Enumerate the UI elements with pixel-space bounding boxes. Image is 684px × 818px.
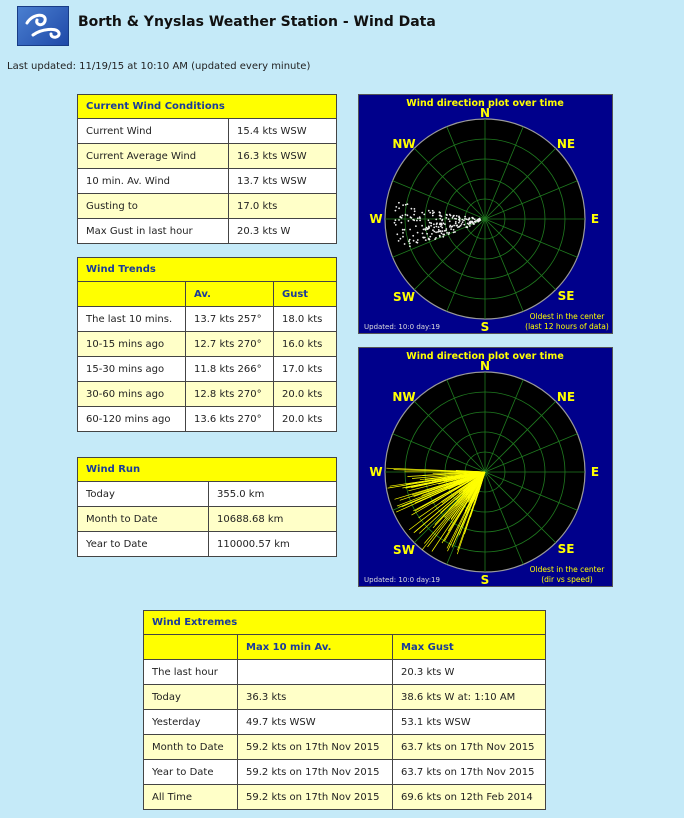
table-row: Yesterday 49.7 kts WSW 53.1 kts WSW [144, 710, 546, 735]
direction-point [442, 222, 444, 224]
station-logo [17, 6, 69, 46]
wind-extremes-header: Wind Extremes [144, 611, 546, 635]
direction-point [440, 230, 442, 232]
direction-point [439, 211, 441, 213]
table-row: Today 36.3 kts 38.6 kts W at: 1:10 AM [144, 685, 546, 710]
direction-point [409, 229, 411, 231]
direction-point [436, 223, 438, 225]
direction-point [444, 223, 446, 225]
direction-point [466, 226, 468, 228]
direction-point [453, 225, 455, 227]
table-row: Gusting to 17.0 kts [78, 194, 337, 219]
direction-point [402, 204, 404, 206]
direction-point [455, 221, 457, 223]
wind-trends-header: Wind Trends [78, 258, 337, 282]
wind-direction-plot-time [358, 94, 613, 334]
direction-point [455, 223, 457, 225]
last-updated-text: Last updated: 11/19/15 at 10:10 AM (updated every minute) [7, 61, 311, 72]
table-row: Year to Date 59.2 kts on 17th Nov 2015 63.7 kts on 17th Nov 2015 [144, 760, 546, 785]
direction-point [433, 231, 435, 233]
compass-label-se: SE [557, 542, 575, 556]
compass-label-s: S [480, 573, 490, 586]
compass-label-e: E [590, 212, 600, 226]
table-row: All Time 59.2 kts on 17th Nov 2015 69.6 kts on 12th Feb 2014 [144, 785, 546, 810]
direction-point [436, 226, 438, 228]
direction-point [431, 233, 433, 235]
direction-point [402, 232, 404, 234]
compass-label-sw: SW [393, 290, 415, 304]
direction-point [409, 242, 411, 244]
direction-point [426, 227, 428, 229]
compass-label-e: E [590, 465, 600, 479]
direction-point [474, 218, 476, 220]
compass-label-s: S [480, 320, 490, 333]
direction-point [466, 218, 468, 220]
plot-note-line2: (dir vs speed) [541, 575, 593, 584]
direction-point [417, 232, 419, 234]
direction-point [433, 223, 435, 225]
direction-point [446, 214, 448, 216]
compass-label-nw: NW [392, 137, 416, 151]
direction-point [451, 226, 453, 228]
plot-note-line2: (last 12 hours of data) [525, 322, 609, 331]
direction-point [396, 233, 398, 235]
direction-point [408, 240, 410, 242]
direction-point [448, 232, 450, 234]
direction-point [432, 229, 434, 231]
table-row: Current Average Wind 16.3 kts WSW [78, 144, 337, 169]
direction-point [446, 232, 448, 234]
table-row: Max Gust in last hour 20.3 kts W [78, 219, 337, 244]
direction-point [423, 214, 425, 216]
direction-point [405, 204, 407, 206]
direction-point [445, 217, 447, 219]
page-title: Borth & Ynyslas Weather Station - Wind Data [78, 14, 436, 30]
direction-point [398, 219, 400, 221]
compass-label-se: SE [557, 289, 575, 303]
direction-point [432, 210, 434, 212]
direction-point [469, 225, 471, 227]
direction-point [468, 219, 470, 221]
direction-point [467, 223, 469, 225]
direction-point [413, 214, 415, 216]
direction-point [424, 228, 426, 230]
direction-point [442, 236, 444, 238]
wind-run-table [77, 457, 337, 557]
direction-point [424, 237, 426, 239]
direction-point [441, 227, 443, 229]
direction-point [398, 240, 400, 242]
direction-point [456, 215, 458, 217]
direction-point [395, 210, 397, 212]
direction-point [445, 228, 447, 230]
direction-point [399, 216, 401, 218]
direction-point [458, 219, 460, 221]
direction-point [450, 228, 452, 230]
direction-point [421, 212, 423, 214]
direction-point [408, 220, 410, 222]
direction-point [409, 245, 411, 247]
direction-point [453, 229, 455, 231]
direction-point [421, 225, 423, 227]
compass-label-n: N [479, 106, 491, 120]
direction-point [429, 222, 431, 224]
direction-point [438, 229, 440, 231]
direction-point [400, 238, 402, 240]
direction-point [413, 240, 415, 242]
plot-updated-text: Updated: 10:0 day:19 [364, 576, 440, 584]
direction-point [417, 239, 419, 241]
table-row: 30-60 mins ago 12.8 kts 270° 20.0 kts [78, 382, 337, 407]
direction-point [449, 225, 451, 227]
direction-point [442, 230, 444, 232]
direction-point [398, 202, 400, 204]
direction-point [409, 239, 411, 241]
compass-label-nw: NW [392, 390, 416, 404]
plot-title: Wind direction plot over time [406, 98, 564, 109]
direction-point [438, 226, 440, 228]
direction-point [473, 222, 475, 224]
wind-direction-plot-speed [358, 347, 613, 587]
direction-point [422, 233, 424, 235]
direction-point [405, 214, 407, 216]
direction-point [394, 222, 396, 224]
direction-point [415, 225, 417, 227]
compass-label-n: N [479, 359, 491, 373]
table-row: Today 355.0 km [78, 482, 337, 507]
direction-point [464, 216, 466, 218]
compass-label-w: W [369, 465, 383, 479]
compass-label-w: W [369, 212, 383, 226]
direction-point [435, 237, 437, 239]
direction-point [428, 210, 430, 212]
direction-point [404, 229, 406, 231]
direction-point [449, 220, 451, 222]
table-row: The last hour 20.3 kts W [144, 660, 546, 685]
direction-point [411, 208, 413, 210]
direction-point [475, 221, 477, 223]
direction-point [464, 218, 466, 220]
direction-point [429, 236, 431, 238]
direction-point [435, 231, 437, 233]
direction-point [429, 212, 431, 214]
direction-point [428, 226, 430, 228]
trends-col-av: Av. [186, 282, 274, 307]
direction-point [428, 219, 430, 221]
direction-point [439, 218, 441, 220]
direction-point [404, 243, 406, 245]
direction-point [443, 234, 445, 236]
direction-point [414, 210, 416, 212]
direction-point [439, 235, 441, 237]
direction-point [402, 236, 404, 238]
direction-point [417, 217, 419, 219]
direction-point [440, 223, 442, 225]
direction-point [411, 217, 413, 219]
direction-point [433, 212, 435, 214]
compass-label-sw: SW [393, 543, 415, 557]
direction-point [413, 219, 415, 221]
direction-point [426, 233, 428, 235]
direction-point [423, 229, 425, 231]
direction-point [433, 227, 435, 229]
table-row: 15-30 mins ago 11.8 kts 266° 17.0 kts [78, 357, 337, 382]
direction-point [395, 224, 397, 226]
table-row: The last 10 mins. 13.7 kts 257° 18.0 kts [78, 307, 337, 332]
table-row: 10 min. Av. Wind 13.7 kts WSW [78, 169, 337, 194]
direction-point [416, 220, 418, 222]
plot-note-line1: Oldest in the center [529, 565, 605, 574]
table-row: 10-15 mins ago 12.7 kts 270° 16.0 kts [78, 332, 337, 357]
direction-point [407, 214, 409, 216]
direction-point [441, 219, 443, 221]
direction-point [440, 225, 442, 227]
wind-extremes-table [143, 610, 546, 810]
direction-point [463, 224, 465, 226]
direction-point [461, 223, 463, 225]
direction-point [419, 220, 421, 222]
table-row: Month to Date 59.2 kts on 17th Nov 2015 63.7 kts on 17th Nov 2015 [144, 735, 546, 760]
direction-point [453, 215, 455, 217]
direction-point [461, 219, 463, 221]
direction-point [455, 218, 457, 220]
direction-point [395, 219, 397, 221]
table-row: Month to Date 10688.68 km [78, 507, 337, 532]
current-wind-header: Current Wind Conditions [78, 95, 337, 119]
direction-point [435, 219, 437, 221]
direction-point [432, 215, 434, 217]
wind-trends-table [77, 257, 337, 432]
direction-point [416, 241, 418, 243]
direction-point [458, 222, 460, 224]
direction-point [458, 216, 460, 218]
extremes-col-avg: Max 10 min Av. [238, 635, 393, 660]
wind-swirl-icon [23, 11, 63, 41]
wind-run-header: Wind Run [78, 458, 337, 482]
plot-note-line1: Oldest in the center [529, 312, 605, 321]
direction-point [479, 218, 481, 220]
compass-label-ne: NE [556, 137, 576, 151]
direction-point [402, 229, 404, 231]
direction-point [471, 221, 473, 223]
direction-point [453, 232, 455, 234]
current-wind-table [77, 94, 337, 244]
direction-point [439, 215, 441, 217]
direction-point [430, 225, 432, 227]
direction-point [402, 215, 404, 217]
plot-updated-text: Updated: 10:0 day:19 [364, 323, 440, 331]
direction-point [452, 217, 454, 219]
direction-point [419, 217, 421, 219]
direction-point [412, 235, 414, 237]
table-row: 60-120 mins ago 13.6 kts 270° 20.0 kts [78, 407, 337, 432]
direction-point [463, 220, 465, 222]
extremes-col-gust: Max Gust [393, 635, 546, 660]
plot-title: Wind direction plot over time [406, 351, 564, 362]
direction-point [462, 221, 464, 223]
direction-point [448, 218, 450, 220]
table-row: Year to Date 110000.57 km [78, 532, 337, 557]
direction-point [407, 203, 409, 205]
direction-point [422, 237, 424, 239]
direction-point [458, 226, 460, 228]
trends-col-gust: Gust [274, 282, 337, 307]
direction-point [429, 239, 431, 241]
table-row: Current Wind 15.4 kts WSW [78, 119, 337, 144]
direction-point [401, 222, 403, 224]
direction-point [441, 232, 443, 234]
direction-point [425, 239, 427, 241]
direction-point [395, 206, 397, 208]
direction-point [414, 208, 416, 210]
direction-point [444, 230, 446, 232]
compass-label-ne: NE [556, 390, 576, 404]
direction-point [456, 225, 458, 227]
direction-point [398, 207, 400, 209]
direction-point [449, 214, 451, 216]
